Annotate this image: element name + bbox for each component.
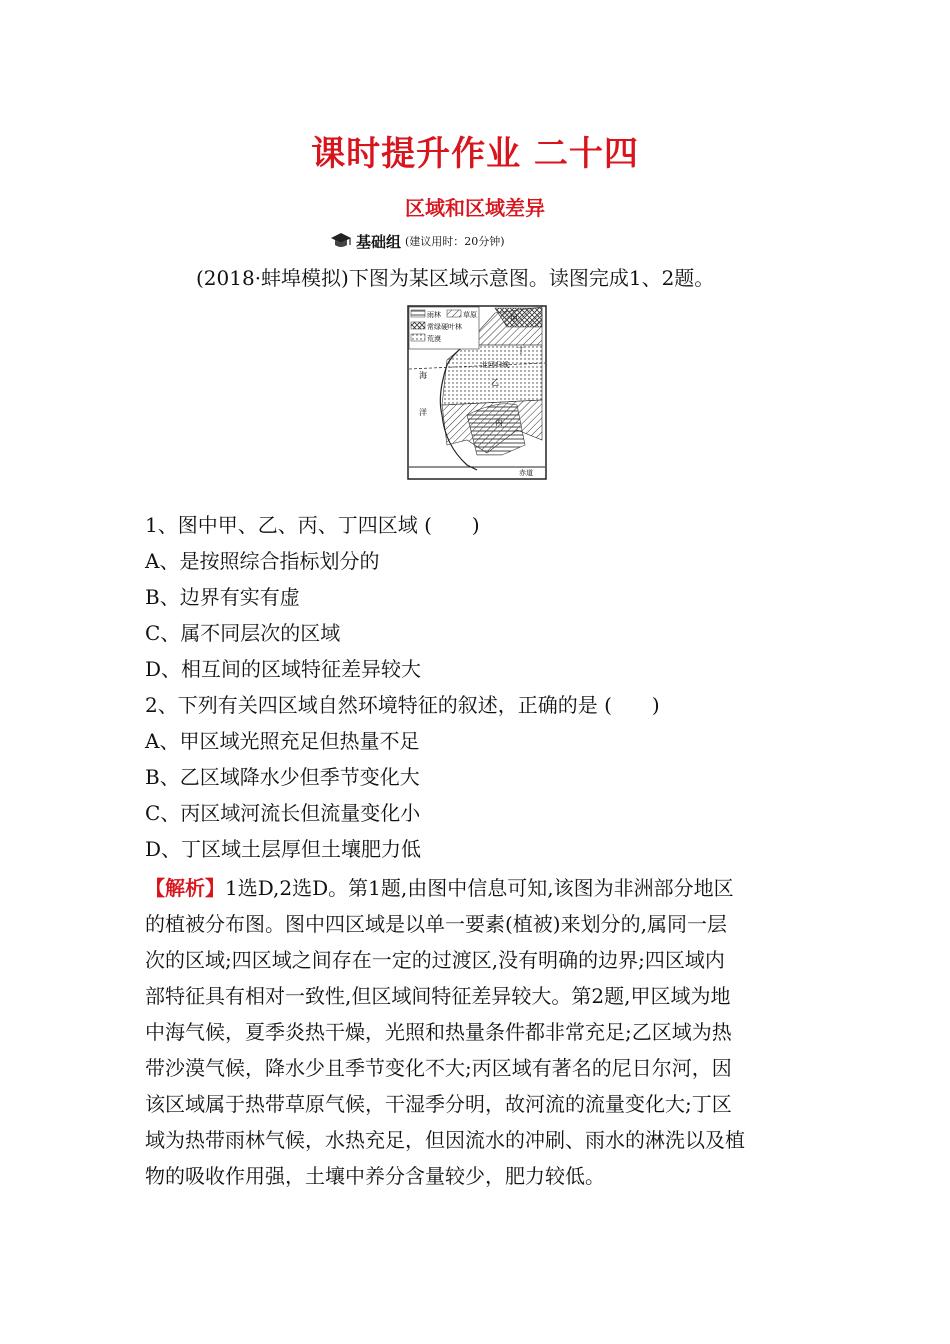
ocean-label-bottom: 洋 (419, 408, 427, 417)
section-label: 基础组 (356, 232, 402, 251)
question-1-option-c: C、属不同层次的区域 (145, 621, 341, 645)
question-2-option-c: C、丙区域河流长但流量变化小 (145, 801, 421, 825)
analysis-line-8: 域为热带雨林气候，水热充足，但因流水的冲刷、雨水的淋洗以及植 (145, 1128, 745, 1152)
question-1-option-a: A、是按照综合指标划分的 (145, 549, 380, 573)
analysis-line-5: 中海气候，夏季炎热干燥，光照和热量条件都非常充足;乙区域为热 (145, 1020, 732, 1044)
question-1-stem: 1、图中甲、乙、丙、丁四区域 ( ) (145, 513, 480, 537)
region-yi (442, 345, 542, 405)
section-header (330, 230, 505, 252)
analysis-line-2: 的植被分布图。图中四区域是以单一要素(植被)来划分的,属同一层 (145, 912, 727, 936)
question-intro: (2018·蚌埠模拟)下图为某区域示意图。读图完成1、2题。 (196, 266, 715, 290)
page-subtitle: 区域和区域差异 (405, 196, 545, 220)
region-ding (467, 404, 525, 455)
legend-desert: 荒漠 (427, 335, 441, 343)
question-2-option-d: D、丁区域土层厚但土壤肥力低 (145, 837, 422, 861)
suggested-time: (建议用时：20分钟) (405, 235, 505, 248)
equator-label: 赤道 (519, 469, 533, 477)
question-2-option-b: B、乙区域降水少但季节变化大 (145, 765, 420, 789)
analysis-block (145, 870, 810, 1194)
legend-rainforest: 雨林 (427, 311, 441, 319)
legend-evergreen: 常绿硬叶林 (427, 323, 462, 331)
tropic-label: 北回归线 (481, 361, 509, 369)
page-title: 课时提升作业 二十四 (311, 134, 639, 174)
legend-grassland: 草原 (463, 311, 477, 319)
ocean-label-top: 海 (419, 371, 427, 380)
analysis-line-4: 部特征具有相对一致性,但区域间特征差异较大。第2题,甲区域为地 (145, 984, 731, 1008)
analysis-line-3: 次的区域;四区域之间存在一定的过渡区,没有明确的边界;四区域内 (145, 948, 725, 972)
analysis-line-6: 带沙漠气候，降水少且季节变化不大;丙区域有著名的尼日尔河，因 (145, 1056, 732, 1080)
question-2-option-a: A、甲区域光照充足但热量不足 (145, 729, 420, 753)
label-jia: 甲 (510, 314, 518, 323)
question-1-option-d: D、相互间的区域特征差异较大 (145, 657, 422, 681)
graduation-cap-icon (330, 232, 352, 250)
label-yi: 乙 (491, 378, 499, 387)
question-1-option-b: B、边界有实有虚 (145, 585, 300, 609)
label-ding: 丁 (517, 346, 525, 355)
analysis-tag: 【解析】 (145, 876, 225, 900)
question-2-stem: 2、下列有关四区域自然环境特征的叙述，正确的是 ( ) (145, 693, 660, 717)
label-bing: 丙 (495, 418, 503, 427)
analysis-line-1 (145, 870, 810, 906)
region-map (407, 305, 547, 480)
analysis-line-9: 物的吸收作用强，土壤中养分含量较少，肥力较低。 (145, 1164, 605, 1188)
analysis-text-1: 1选D,2选D。第1题,由图中信息可知,该图为非洲部分地区 (225, 876, 734, 900)
analysis-line-7: 该区域属于热带草原气候，干湿季分明，故河流的流量变化大;丁区 (145, 1092, 732, 1116)
